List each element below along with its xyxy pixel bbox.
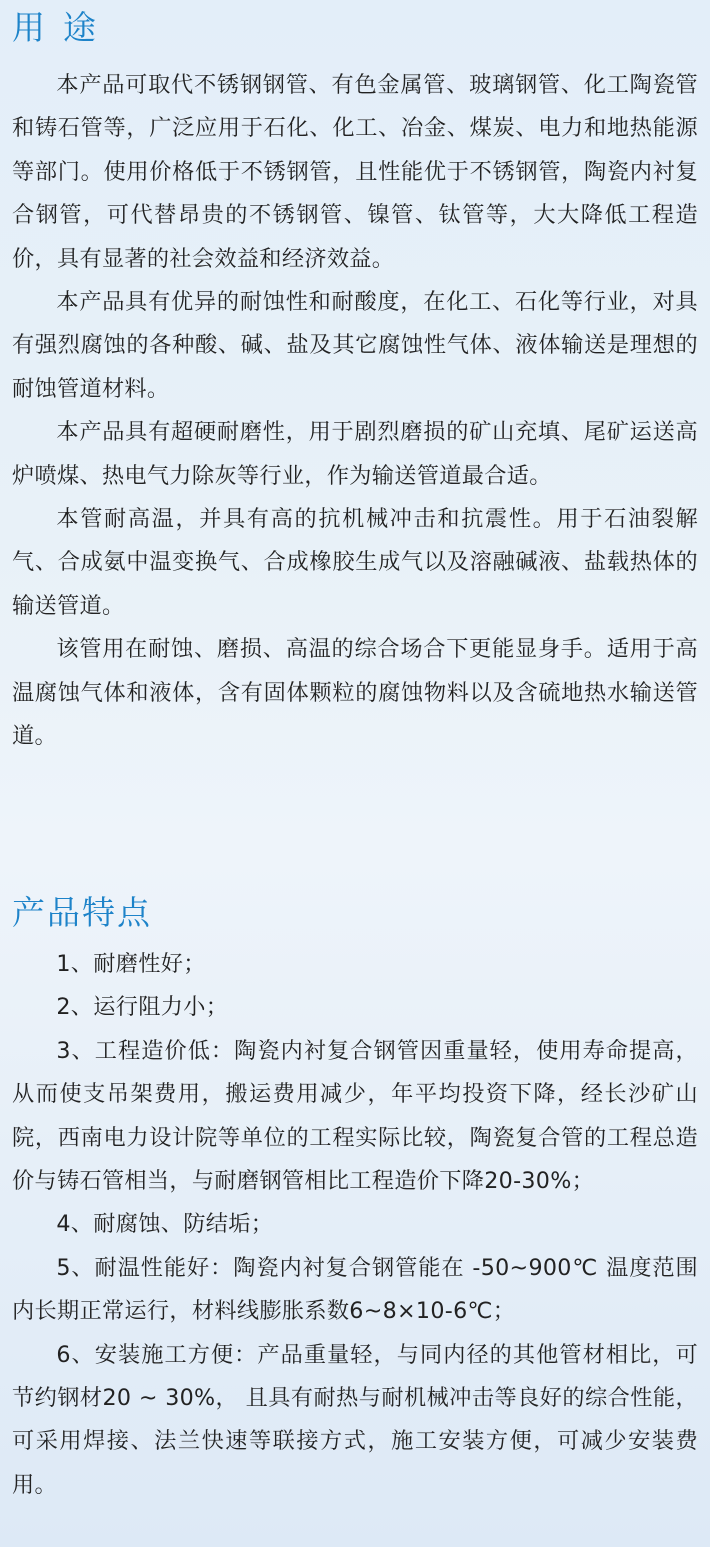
feature-item-3: 3、工程造价低：陶瓷内衬复合钢管因重量轻，使用寿命提高，从而使支吊架费用，搬运费用减少，年平均投资下降，经长沙矿山院，西南电力设计院等单位的工程实际比较，陶瓷复合管的工程总造价与铸石管相当，与耐磨钢管相比工程造价下降20-30%； xyxy=(12,1037,698,1195)
usage-paragraph-2: 本产品具有优异的耐蚀性和耐酸度，在化工、石化等行业，对具有强烈腐蚀的各种酸、碱、盐及其它腐蚀性气体、液体输送是理想的耐蚀管道材料。 xyxy=(12,289,698,402)
feature-item-6: 6、安装施工方便：产品重量轻，与同内径的其他管材相比，可节约钢材20 ~ 30%， 且具有耐热与耐机械冲击等良好的综合性能，可采用焊接、法兰快速等联接方式，施工安装方便，可减少安装费用。 xyxy=(12,1341,698,1498)
feature-item-5: 5、耐温性能好：陶瓷内衬复合钢管能在 -50~900℃ 温度范围内长期正常运行，材料线膨胀系数6~8×10-6℃； xyxy=(12,1254,698,1325)
feature-item-2: 2、运行阻力小； xyxy=(56,994,229,1021)
usage-paragraph-1: 本产品可取代不锈钢钢管、有色金属管、玻璃钢管、化工陶瓷管和铸石管等，广泛应用于石化、化工、冶金、煤炭、电力和地热能源等部门。使用价格低于不锈钢管，且性能优于不锈钢管，陶瓷内衬复合钢管，可代替昂贵的不锈钢管、镍管、钛管等，大大降低工程造价，具有显著的社会效益和经济效益。 xyxy=(12,72,698,272)
usage-paragraph-5: 该管用在耐蚀、磨损、高温的综合场合下更能显身手。适用于高温腐蚀气体和液体，含有固体颗粒的腐蚀物料以及含硫地热水输送管道。 xyxy=(12,636,698,750)
feature-item-1: 1、耐磨性好； xyxy=(56,951,206,977)
usage-section-body xyxy=(12,64,698,759)
usage-paragraph-3: 本产品具有超硬耐磨性，用于剧烈磨损的矿山充填、尾矿运送高炉喷煤、热电气力除灰等行业，作为输送管道最合适。 xyxy=(12,419,698,489)
features-section-body xyxy=(12,943,698,1507)
usage-heading: 用途 xyxy=(12,8,114,47)
features-heading: 产品特点 xyxy=(12,893,152,932)
usage-paragraph-4: 本管耐高温，并具有高的抗机械冲击和抗震性。用于石油裂解气、合成氨中温变换气、合成橡胶生成气以及溶融碱液、盐载热体的输送管道。 xyxy=(12,506,698,619)
feature-item-4: 4、耐腐蚀、防结垢； xyxy=(56,1211,274,1238)
